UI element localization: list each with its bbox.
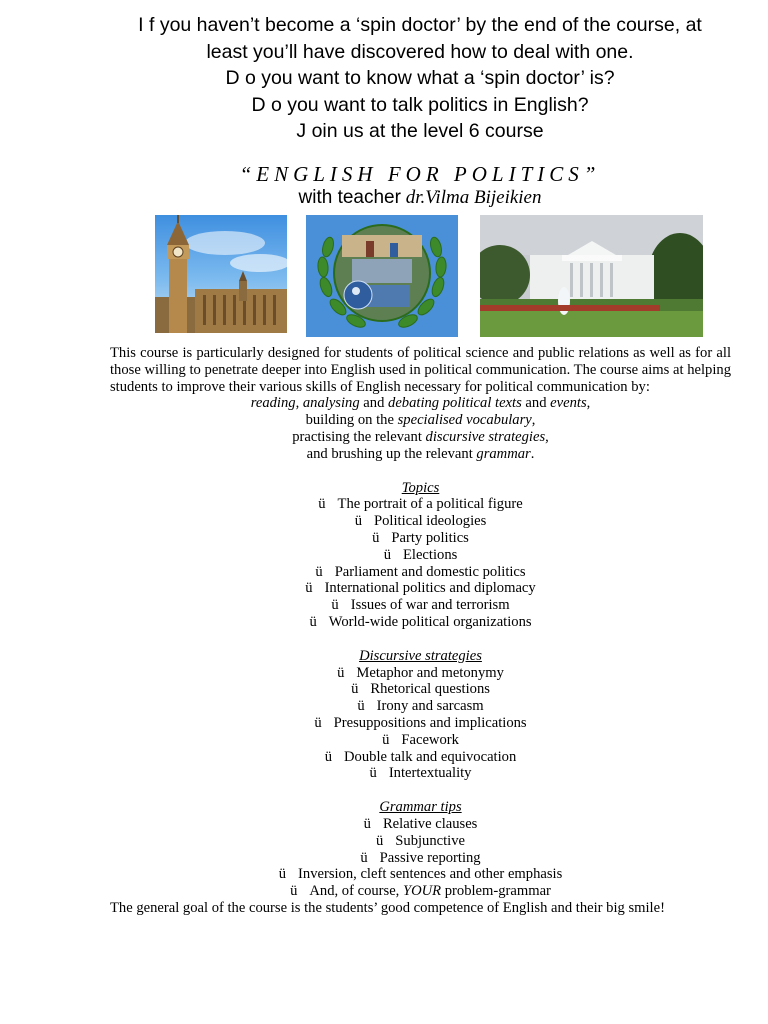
method-word: specialised vocabulary (397, 412, 532, 429)
list-item (110, 597, 731, 614)
course-body (110, 345, 731, 917)
list-item (110, 765, 731, 782)
list-item-text: Intertextuality (388, 765, 472, 782)
list-item-text: Double talk and equivocation (344, 748, 517, 765)
list-item-text: Rhetorical questions (370, 681, 490, 698)
check-bullet-icon: ü (360, 849, 368, 866)
list-item-text: Passive reporting (379, 849, 481, 866)
check-bullet-icon: ü (309, 613, 317, 630)
strategies-heading: Discursive strategies (359, 647, 482, 664)
list-item-text: Parliament and domestic politics (334, 563, 526, 580)
intro-line: J oin us at the level 6 course (296, 120, 544, 142)
list-item-text: Metaphor and metonymy (356, 664, 504, 681)
list-item-text: problem-grammar (441, 883, 551, 900)
method-text: , (531, 412, 536, 429)
list-item (110, 883, 731, 900)
check-bullet-icon: ü (383, 546, 391, 563)
check-bullet-icon: ü (372, 529, 380, 546)
check-bullet-icon: ü (363, 815, 371, 832)
teacher-prefix: with teacher (298, 187, 401, 208)
list-item-text: Facework (401, 731, 459, 748)
check-bullet-icon: ü (382, 731, 390, 748)
list-item (110, 833, 731, 850)
list-item-text: Political ideologies (374, 513, 487, 530)
check-bullet-icon: ü (351, 681, 359, 698)
method-line (110, 429, 731, 446)
list-item (110, 496, 731, 513)
intro-line: least you’ll have discovered how to deal with one. (206, 40, 634, 63)
course-title: “ENGLISH FOR POLITICS” (239, 162, 601, 186)
list-item (110, 665, 731, 682)
list-item-text: Inversion, cleft sentences and other emphasis (298, 866, 563, 883)
method-word: reading (250, 395, 296, 412)
big-ben-photo (155, 215, 287, 333)
list-item (110, 614, 731, 631)
list-item (110, 513, 731, 530)
check-bullet-icon: ü (324, 748, 333, 765)
method-text: and brushing up the relevant (306, 445, 477, 462)
method-word: events (550, 395, 587, 412)
list-item (110, 681, 731, 698)
check-bullet-icon: ü (357, 698, 365, 715)
list-item-text: Elections (402, 546, 458, 563)
list-item-text: International politics and diplomacy (324, 580, 536, 597)
intro-line: D o you want to talk politics in English? (251, 93, 589, 116)
teacher-name: dr.Vilma Bijeikien (405, 187, 542, 208)
list-item-text: Subjunctive (395, 832, 466, 849)
closing-sentence: The general goal of the course is the students’ good competence of English and their big smile! (110, 899, 665, 916)
list-item (110, 732, 731, 749)
list-item (110, 564, 731, 581)
check-bullet-icon: ü (331, 597, 339, 614)
method-line (110, 412, 731, 429)
list-item-text: Relative clauses (382, 815, 478, 832)
method-text: practising the relevant (292, 428, 426, 445)
list-item-text: The portrait of a political figure (337, 496, 523, 513)
check-bullet-icon: ü (314, 714, 322, 731)
list-item-text: Irony and sarcasm (376, 698, 484, 715)
check-bullet-icon: ü (315, 563, 323, 580)
list-item (110, 866, 731, 883)
method-text: and (521, 395, 551, 412)
list-item-text: Party politics (391, 529, 469, 546)
list-item-text: World-wide political organizations (328, 613, 532, 630)
list-item (110, 698, 731, 715)
check-bullet-icon: ü (375, 832, 384, 849)
un-emblem-image (306, 215, 458, 337)
teacher-line (0, 187, 768, 209)
method-line (110, 446, 731, 463)
check-bullet-icon: ü (290, 883, 298, 900)
method-text: , (295, 395, 303, 412)
list-item (110, 850, 731, 867)
intro-line: I f you haven’t become a ‘spin doctor’ by the end of the course, at (138, 14, 702, 36)
check-bullet-icon: ü (337, 664, 345, 681)
list-item (110, 816, 731, 833)
list-item (110, 530, 731, 547)
list-item-text: Presuppositions and implications (333, 714, 527, 731)
intro-text (0, 12, 768, 145)
method-word: debating political texts (388, 395, 522, 412)
topics-heading: Topics (401, 479, 440, 496)
list-item-emphasis: YOUR (402, 883, 442, 900)
grammar-heading: Grammar tips (379, 799, 462, 816)
list-item-text: And, of course, (309, 883, 403, 900)
method-text: . (530, 445, 535, 462)
list-item (110, 715, 731, 732)
method-text: building on the (305, 412, 398, 429)
method-word: discursive strategies (425, 428, 546, 445)
check-bullet-icon: ü (305, 580, 313, 597)
method-word: grammar (476, 445, 531, 462)
list-item (110, 580, 731, 597)
description-paragraph: This course is particularly designed for students of political science and public relations as well as for all those willing to penetrate deeper into English used in political communication. The course aims at helping students to improve their various skills of English necessary for political communication by: (110, 345, 731, 395)
method-word: analysing (302, 395, 360, 412)
list-item (110, 547, 731, 564)
list-item-text: Issues of war and terrorism (350, 597, 510, 614)
method-text: , (586, 395, 591, 412)
check-bullet-icon: ü (278, 866, 287, 883)
method-line (110, 395, 731, 412)
method-text: and (359, 395, 389, 412)
list-item (110, 749, 731, 766)
check-bullet-icon: ü (318, 496, 326, 513)
check-bullet-icon: ü (354, 513, 362, 530)
method-text: , (545, 428, 549, 445)
intro-line: D o you want to know what a ‘spin doctor’ is? (225, 67, 615, 89)
white-house-photo (480, 215, 703, 337)
check-bullet-icon: ü (369, 765, 377, 782)
